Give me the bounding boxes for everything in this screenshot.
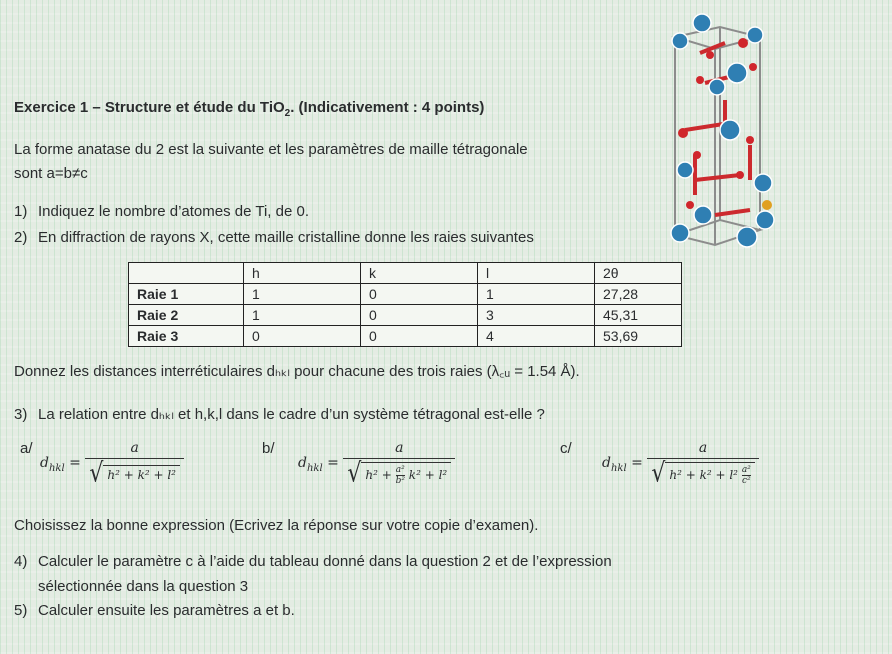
table-cell: 0	[361, 326, 478, 347]
question-2-followup: Donnez les distances interréticulaires dₕₖₗ pour chacune des trois raies (λ꜀ᵤ = 1.54 Å).	[14, 363, 580, 380]
table-cell: 1	[244, 305, 361, 326]
table-cell: Raie 1	[129, 284, 244, 305]
table-cell: 0	[361, 305, 478, 326]
question-1: 1) Indiquez le nombre d’atomes de Ti, de 0.	[14, 203, 309, 220]
table-cell: 1	[244, 284, 361, 305]
question-4-line-1: 4) Calculer le paramètre c à l’aide du tableau donné dans la question 2 et de l’expression	[14, 553, 612, 570]
table-header-row	[129, 263, 682, 284]
table-cell: Raie 3	[129, 326, 244, 347]
table-header-cell: l	[478, 263, 595, 284]
formula-a: $d_{hkl}$ = a √ h² + k² + l²	[40, 440, 184, 486]
table-header-cell	[129, 263, 244, 284]
question-4-line-2: sélectionnée dans la question 3	[38, 578, 249, 595]
table-cell: 3	[478, 305, 595, 326]
table-cell: 4	[478, 326, 595, 347]
table-cell: 0	[244, 326, 361, 347]
anatase-crystal-structure	[655, 5, 785, 253]
table-row	[129, 284, 682, 305]
intro-line-2: sont a=b≠c	[14, 165, 88, 182]
table-header-cell: h	[244, 263, 361, 284]
table-cell: 1	[478, 284, 595, 305]
table-header-cell: k	[361, 263, 478, 284]
table-cell: 45,31	[595, 305, 682, 326]
formula-a-label: a/	[20, 440, 33, 457]
question-2: 2) En diffraction de rayons X, cette maille cristalline donne les raies suivantes	[14, 229, 534, 246]
diffraction-table	[128, 262, 682, 347]
table-row	[129, 326, 682, 347]
exercise-title: Exercice 1 – Structure et étude du TiO$_2$. (Indicativement : 4 points)	[14, 99, 485, 119]
formula-b-label: b/	[262, 440, 275, 457]
formula-c-label: c/	[560, 440, 572, 457]
table-cell: 53,69	[595, 326, 682, 347]
question-3: 3) La relation entre dₕₖₗ et h,k,l dans le cadre d’un système tétragonal est-elle ?	[14, 406, 545, 423]
table-cell: 27,28	[595, 284, 682, 305]
table-row	[129, 305, 682, 326]
table-cell: Raie 2	[129, 305, 244, 326]
choose-instruction: Choisissez la bonne expression (Ecrivez la réponse sur votre copie d’examen).	[14, 517, 539, 534]
question-5: 5) Calculer ensuite les paramètres a et b.	[14, 602, 295, 619]
formula-c: $d_{hkl}$ = a √ h² + k² + l² $\frac{\text{a²}}{\text{c²}}$	[602, 440, 759, 486]
table-cell: 0	[361, 284, 478, 305]
intro-line-1: La forme anatase du 2 est la suivante et les paramètres de maille tétragonale	[14, 141, 528, 158]
table-header-cell: 2θ	[595, 263, 682, 284]
formula-b: $d_{hkl}$ = a √ h² + $\frac{\text{a²}}{\text{b²}}$ k² + l²	[298, 440, 455, 486]
